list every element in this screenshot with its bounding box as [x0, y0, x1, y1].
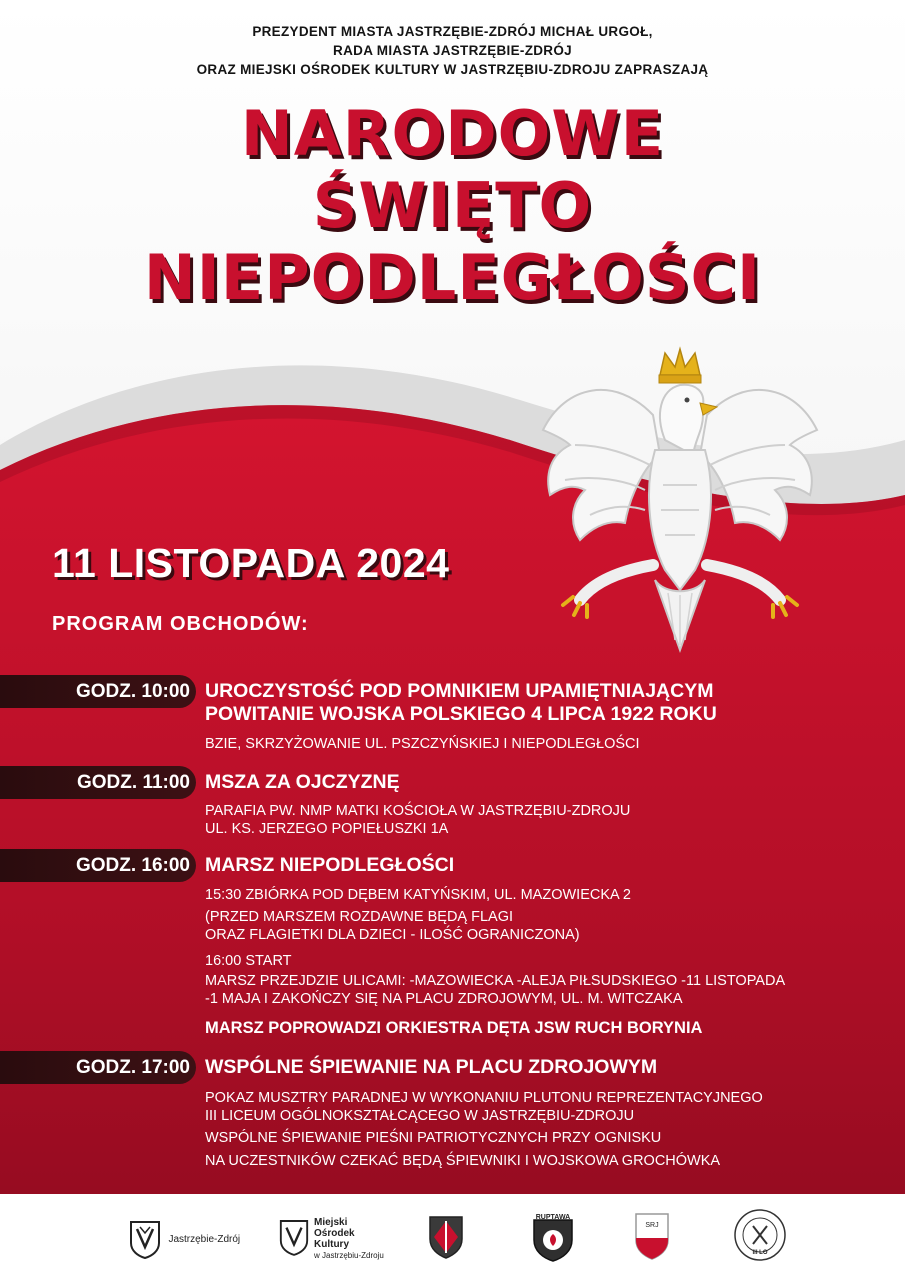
event-time: GODZ. 16:00 [75, 855, 190, 876]
mok-logo [278, 1217, 384, 1261]
badge-logo [428, 1213, 464, 1264]
city-logo-text: Jastrzębie-Zdrój [168, 1233, 241, 1245]
event-detail: III LICEUM OGÓLNOKSZTAŁCĄCEGO W JASTRZĘBIU-ZDROJU [205, 1108, 635, 1124]
event-title: WSPÓLNE ŚPIEWANIE NA PLACU ZDROJOWYM [205, 1056, 658, 1078]
event-detail: -1 MAJA I ZAKOŃCZY SIĘ NA PLACU ZDROJOWYM, UL. M. WITCZAKA [205, 991, 683, 1007]
organizer-line: ORAZ MIEJSKI OŚRODEK KULTURY W JASTRZĘBIU-ZDROJU ZAPRASZAJĄ [196, 62, 709, 77]
white-eagle-emblem [535, 345, 825, 660]
event-detail: 15:30 ZBIÓRKA POD DĘBEM KATYŃSKIM, UL. MAZOWIECKA 2 [205, 887, 631, 903]
title-line: NARODOWE [240, 97, 665, 170]
event-title: MSZA ZA OJCZYZNĘ [205, 771, 400, 793]
iiilo-text: III LO [752, 1250, 768, 1256]
event-title: MARSZ NIEPODLEGŁOŚCI [205, 854, 455, 876]
title-line: ŚWIĘTO [312, 169, 593, 242]
city-logo [128, 1219, 240, 1259]
srj-text: SRJ [645, 1222, 659, 1229]
crown-icon [659, 349, 701, 383]
mok-text: Miejski [314, 1217, 348, 1228]
ruptawa-text: RUPTAWA [535, 1214, 571, 1221]
event-time: GODZ. 11:00 [77, 772, 190, 793]
event-highlight: MARSZ POPROWADZI ORKIESTRA DĘTA JSW RUCH BORYNIA [205, 1019, 703, 1037]
event-detail: BZIE, SKRZYŻOWANIE UL. PSZCZYŃSKIEJ I NIEPODLEGŁOŚCI [205, 736, 640, 752]
city-crest-icon [128, 1219, 162, 1259]
event-title: UROCZYSTOŚĆ POD POMNIKIEM UPAMIĘTNIAJĄCYM [205, 680, 714, 702]
program-heading: PROGRAM OBCHODÓW: [52, 613, 309, 635]
mok-text: Kultury [314, 1239, 349, 1250]
mok-crest-icon [278, 1217, 310, 1257]
event-detail: NA UCZESTNIKÓW CZEKAĆ BĘDĄ ŚPIEWNIKI I WOJSKOWA GROCHÓWKA [205, 1153, 721, 1169]
ruptawa-logo [531, 1212, 575, 1267]
organizer-line: PREZYDENT MIASTA JASTRZĘBIE-ZDRÓJ MICHAŁ URGOŁ, [252, 24, 653, 39]
shield-icon [428, 1213, 464, 1259]
organizers-block [0, 22, 905, 79]
event-detail: ORAZ FLAGIETKI DLA DZIECI - ILOŚĆ OGRANICZONA) [205, 927, 580, 943]
event-detail: WSPÓLNE ŚPIEWANIE PIEŚNI PATRIOTYCZNYCH PRZY OGNISKU [205, 1130, 662, 1146]
mok-text: Ośrodek [314, 1228, 355, 1239]
srj-logo [634, 1212, 670, 1265]
event-detail: MARSZ PRZEJDZIE ULICAMI: -MAZOWIECKA -ALEJA PIŁSUDSKIEGO -11 LISTOPADA [205, 973, 786, 989]
event-detail: POKAZ MUSZTRY PARADNEJ W WYKONANIU PLUTONU REPREZENTACYJNEGO [205, 1090, 763, 1106]
event-time: GODZ. 10:00 [75, 681, 190, 702]
iiilo-logo [733, 1208, 787, 1267]
event-detail: PARAFIA PW. NMP MATKI KOŚCIOŁA W JASTRZĘBIU-ZDROJU [205, 803, 631, 819]
main-title [0, 98, 905, 314]
event-title: POWITANIE WOJSKA POLSKIEGO 4 LIPCA 1922 ROKU [205, 703, 717, 725]
event-time: GODZ. 17:00 [75, 1057, 190, 1078]
event-detail: 16:00 START [205, 953, 292, 969]
organizer-line: RADA MIASTA JASTRZĘBIE-ZDRÓJ [333, 43, 572, 58]
event-detail: UL. KS. JERZEGO POPIEŁUSZKI 1A [205, 821, 449, 837]
event-detail: (PRZED MARSZEM ROZDAWNE BĘDĄ FLAGI [205, 909, 514, 925]
title-line: NIEPODLEGŁOŚCI [143, 241, 762, 314]
mok-text: w Jastrzębiu-Zdroju [314, 1251, 384, 1260]
event-date: 11 LISTOPADA 2024 [52, 540, 450, 586]
